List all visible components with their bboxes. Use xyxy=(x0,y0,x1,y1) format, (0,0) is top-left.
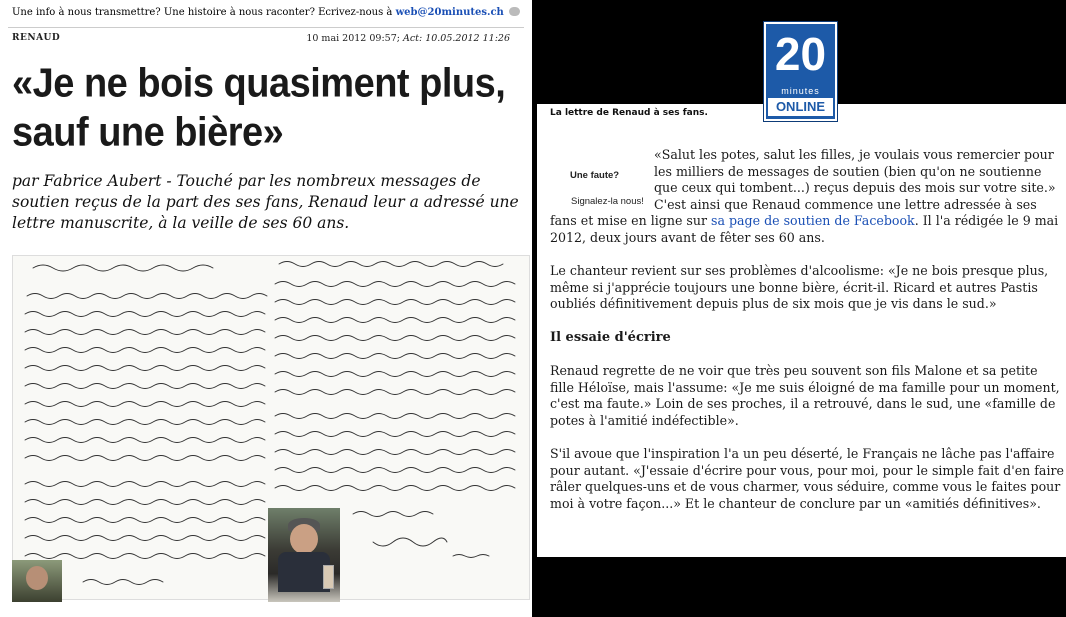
report-fault-link[interactable]: Signalez-la nous! xyxy=(571,196,644,207)
renaud-photo-small xyxy=(12,560,62,602)
logo-online: ONLINE xyxy=(768,98,833,116)
paragraph-3: Renaud regrette de ne voir que très peu souvent son fils Malone et sa petite fille Héloïse, mais l'assume: «Je me suis éloigné de ma famille pour un moment, c'est ma faute.» Loin de ses proches, il a retrouvé, dans le sud, une «famille de potes à l'amitié indéfectible». xyxy=(550,363,1060,428)
article-body xyxy=(550,147,1065,529)
left-article-page xyxy=(0,0,532,617)
para1-tail: . Il l'a rédigée le 9 mai 2012, deux jours avant de fêter ses 60 ans. xyxy=(550,213,1059,245)
fault-label: Une faute? xyxy=(570,170,620,181)
rubric-label: RENAUD xyxy=(12,33,61,43)
photo-face-small xyxy=(26,566,48,590)
subheading: Il essaie d'écrire xyxy=(550,329,671,345)
article-lede: par Fabrice Aubert - Touché par les nombreux messages de soutien reçus de la part des ses fans, Renaud leur a adressé une lettre manuscrite, à la veille de ses 60 ans. xyxy=(12,172,519,232)
sidebar-gap xyxy=(550,147,654,213)
date-updated: Act: 10.05.2012 11:26 xyxy=(402,33,510,44)
photo-face xyxy=(290,524,318,554)
divider xyxy=(8,27,524,28)
glass-in-photo xyxy=(323,565,334,589)
article-title: «Je ne bois quasiment plus, sauf une bière» xyxy=(12,61,506,156)
logo-number: 20 xyxy=(774,28,827,80)
paragraph-2: Le chanteur revient sur ses problèmes d'alcoolisme: «Je ne bois presque plus, même si j'apprécie toujours une bonne bière, écrit-il. Ricard et autres Pastis oubliés définitivement depuis plus de six mois que je vis dans le sud.» xyxy=(550,263,1049,311)
tip-email-link[interactable]: web@20minutes.ch xyxy=(395,7,504,18)
tip-text: Une info à nous transmettre? Une histoire à nous raconter? Ecrivez-nous à xyxy=(11,7,396,18)
para1-text: «Salut les potes, salut les filles, je voulais vous remercier pour les milliers de messages de soutien (bien qu'on ne soutienne que ceux qui tombent...) reçus depuis des mois sur votre site.» C'est ainsi que Renaud commence une lettre adressée à ses fans et mise en ligne sur xyxy=(550,147,1056,228)
article-date xyxy=(306,33,510,44)
20minutes-online-logo[interactable] xyxy=(763,21,838,122)
tip-banner xyxy=(0,7,532,18)
right-article-page xyxy=(537,104,1066,557)
date-published: 10 mai 2012 09:57; xyxy=(306,33,400,44)
paragraph-4: S'il avoue que l'inspiration l'a un peu déserté, le Français ne lâche pas l'affaire pour autant. «J'essaie d'écrire pour vous, pour moi, pour le simple fait d'en faire râler quelques-uns et de vous charmer, vous séduire, comme vous le faites pour moi à votre façon...» Et le chanteur de conclure par un «amitiés définitives». xyxy=(550,446,1064,511)
image-caption: La lettre de Renaud à ses fans. xyxy=(550,108,708,118)
logo-minutes: minutes xyxy=(781,86,820,96)
facebook-support-link[interactable]: sa page de soutien de Facebook xyxy=(711,213,915,228)
paragraph-1 xyxy=(550,147,1065,246)
speech-bubble-icon xyxy=(509,7,520,16)
